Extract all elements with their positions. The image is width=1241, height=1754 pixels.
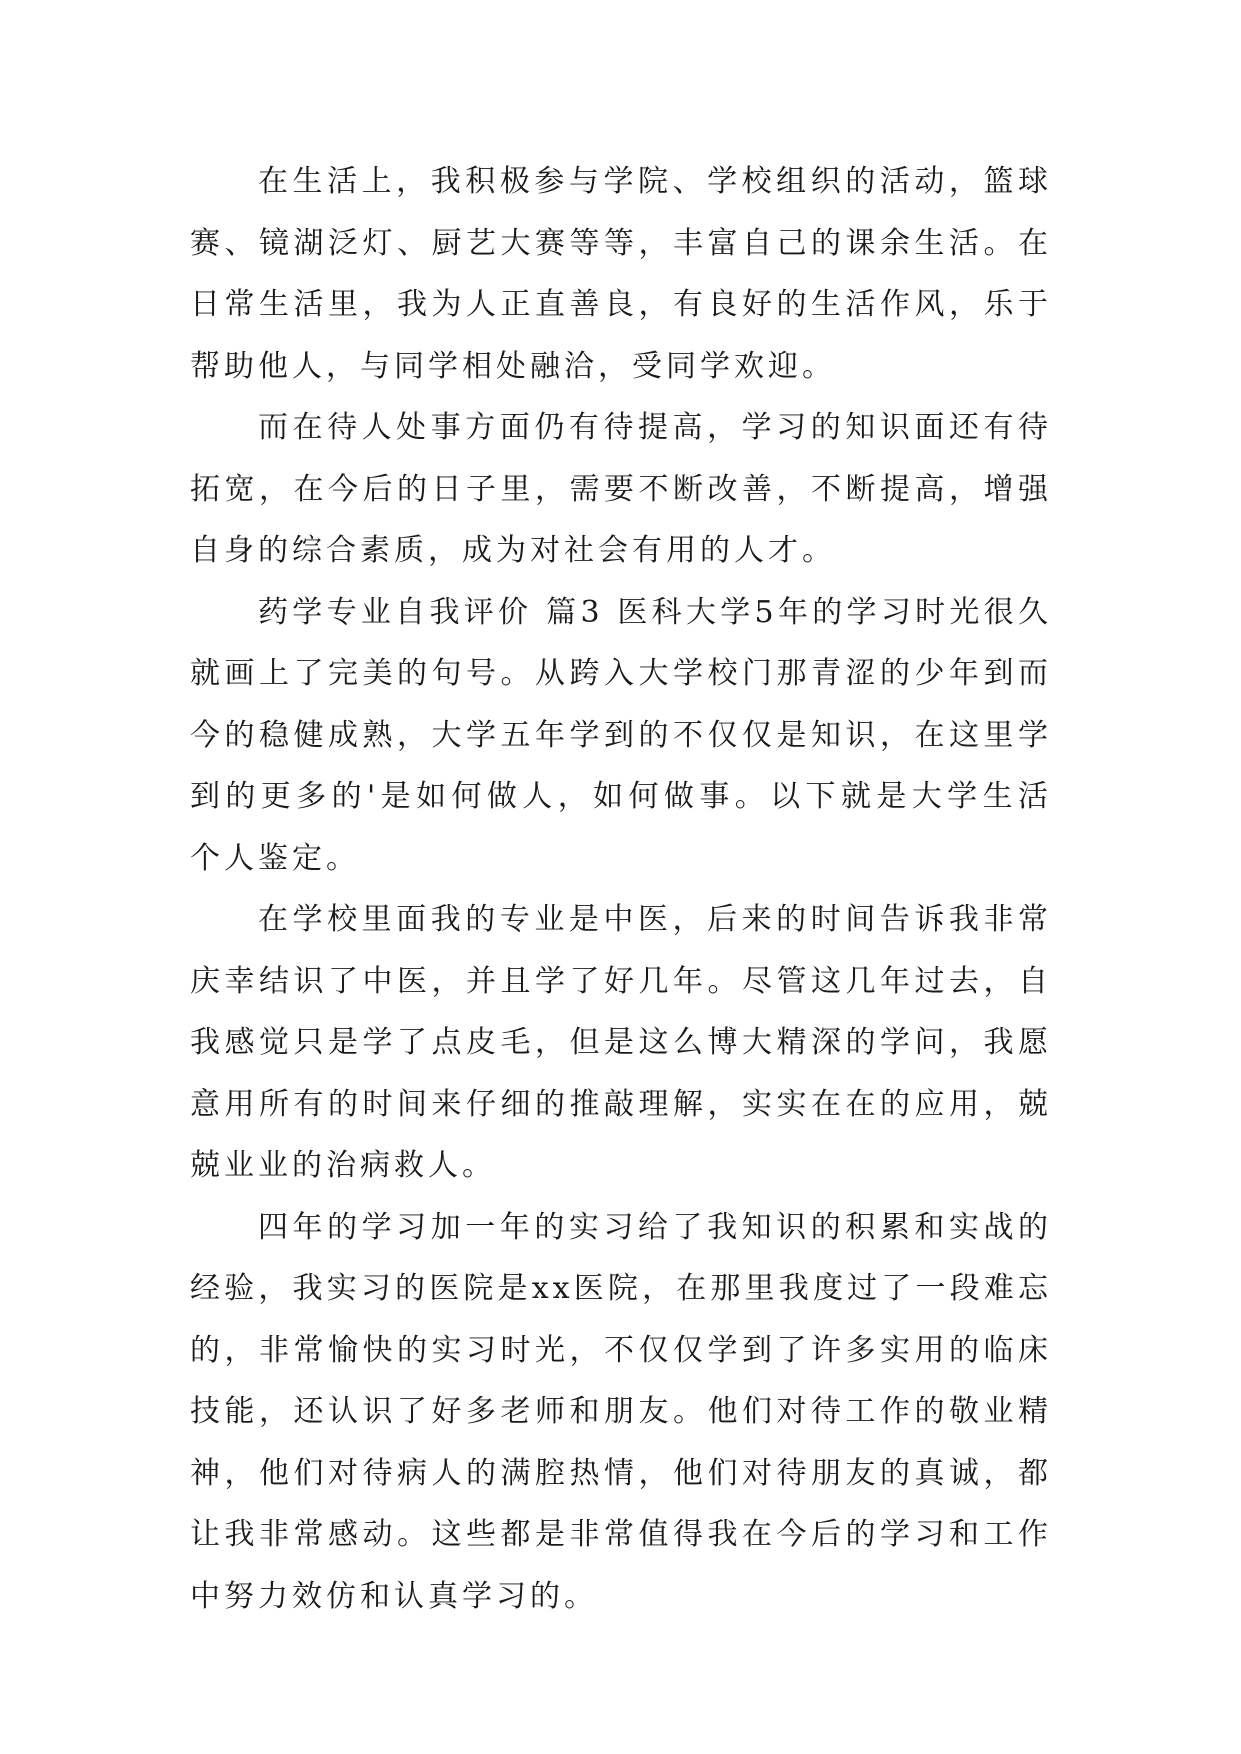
paragraph-major: 在学校里面我的专业是中医，后来的时间告诉我非常庆幸结识了中医，并且学了好几年。尽管这几年过去，自我感觉只是学了点皮毛，但是这么博大精深的学问，我愿意用所有的时间来仔细的推敲理解，实实在在的应用，兢兢业业的治病救人。 xyxy=(190,902,1052,1183)
paragraph-section-3-intro: 药学专业自我评价 篇3 医科大学5年的学习时光很久就画上了完美的句号。从跨入大学校门那青涩的少年到而今的稳健成熟，大学五年学到的不仅仅是知识，在这里学到的更多的'是如何做人，如何做事。以下就是大学生活个人鉴定。 xyxy=(190,594,1052,876)
paragraph-improvement: 而在待人处事方面仍有待提高，学习的知识面还有待拓宽，在今后的日子里，需要不断改善，不断提高，增强自身的综合素质，成为对社会有用的人才。 xyxy=(190,410,1052,568)
paragraph-internship: 四年的学习加一年的实习给了我知识的积累和实战的经验，我实习的医院是xx医院，在那里我度过了一段难忘的，非常愉快的实习时光，不仅仅学到了许多实用的临床技能，还认识了好多老师和朋友。他们对待工作的敬业精神，他们对待病人的满腔热情，他们对待朋友的真诚，都让我非常感动。这些都是非常值得我在今后的学习和工作中努力效仿和认真学习的。 xyxy=(190,1209,1052,1614)
paragraph-life: 在生活上，我积极参与学院、学校组织的活动，篮球赛、镜湖泛灯、厨艺大赛等等，丰富自己的课余生活。在日常生活里，我为人正直善良，有良好的生活作风，乐于帮助他人，与同学相处融洽，受同学欢迎。 xyxy=(190,164,1052,384)
document-body xyxy=(190,151,1052,1627)
